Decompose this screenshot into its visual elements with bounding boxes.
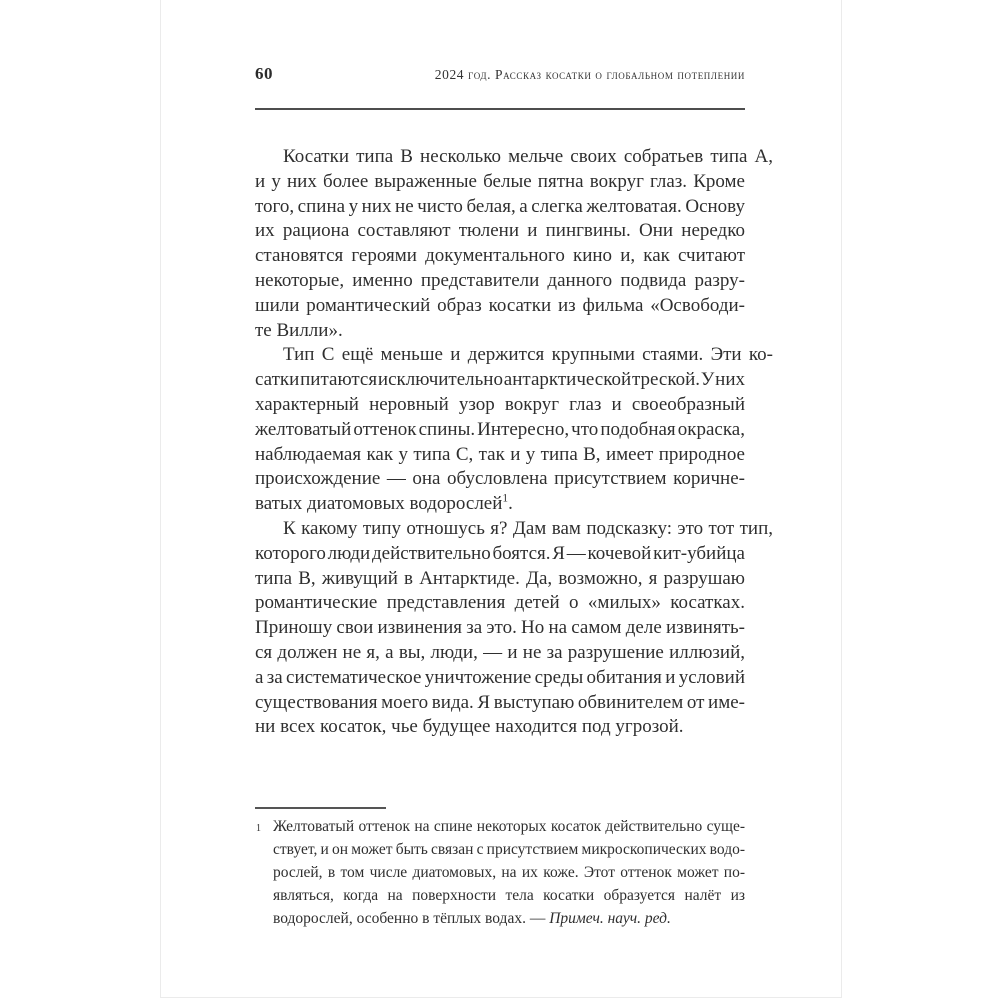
page-number: 60 <box>255 64 273 83</box>
footnote-marker: 1 <box>256 823 261 834</box>
text-line: ни всех косаток, чье будущее находится под угрозой. <box>255 716 684 738</box>
text-line: являться, когда на поверхности тела косатки образуется налёт из <box>273 887 745 904</box>
text-line: рослей, в том числе диатомовых, на их коже. Этот оттенок может по- <box>273 864 745 881</box>
text-line: некоторые, именно представители данного подвида разру- <box>255 269 745 291</box>
running-head: 2024 год. Рассказ косатки о глобальном потеплении <box>434 67 745 82</box>
book-page <box>160 0 842 998</box>
text-line: Тип C ещё меньше и держится крупными стаями. Эти ко- <box>283 344 773 366</box>
footnote <box>256 815 745 930</box>
text-line: те Вилли». <box>255 319 343 341</box>
text-line: становятся героями документального кино и, как считают <box>255 245 745 267</box>
paragraph <box>255 343 773 517</box>
header-rule <box>255 108 745 110</box>
paragraph <box>255 145 773 343</box>
body-text <box>255 145 773 740</box>
text-line: ствует, и он может быть связан с присутствием микроскопических водо- <box>273 841 745 858</box>
text-line: наблюдаемая как у типа C, так и у типа B, имеет природное <box>255 443 745 465</box>
text-line: Косатки типа B несколько мельче своих собратьев типа A, <box>283 146 773 167</box>
text-line: характерный неровный узор вокруг глаз и своеобразный <box>255 393 745 415</box>
text-line: К какому типу отношусь я? Дам вам подсказку: это тот тип, <box>283 517 773 539</box>
text-line: желтоватый оттенок спины. Интересно, что подобная окраска, <box>255 418 745 440</box>
footnote-rule <box>255 807 386 809</box>
text-line: сатки питаются исключительно антарктической треской. У них <box>255 369 745 391</box>
text-line: существования моего вида. Я выступаю обвинителем от име- <box>255 691 745 713</box>
text-line: того, спина у них не чисто белая, а слегка желтоватая. Основу <box>255 195 745 217</box>
text-line: романтические представления детей о «милых» косатках. <box>255 592 745 614</box>
text-line: и у них более выраженные белые пятна вокруг глаз. Кроме <box>255 170 745 192</box>
text-line: их рациона составляют тюлени и пингвины. Они нередко <box>255 220 745 242</box>
text-line: Приношу свои извинения за это. Но на самом деле извинять- <box>255 617 745 639</box>
text-line: которого люди действительно боятся. Я — кочевой кит-убийца <box>255 542 745 564</box>
text-line: ся должен не я, а вы, люди, — и не за разрушение иллюзий, <box>255 641 745 663</box>
text-line: водорослей, особенно в тёплых водах. — Примеч. науч. ред. <box>273 910 671 927</box>
text-line: Желтоватый оттенок на спине некоторых косаток действительно суще- <box>273 818 745 835</box>
paragraph <box>255 517 773 740</box>
text-line: типа B, живущий в Антарктиде. Да, возможно, я разрушаю <box>255 567 745 589</box>
footnote-text <box>273 815 745 930</box>
text-line: происхождение — она обусловлена присутствием коричне- <box>255 468 745 490</box>
text-line: а за систематическое уничтожение среды обитания и условий <box>255 666 745 688</box>
text-line: шили романтический образ косатки из фильма «Освободи- <box>255 294 745 316</box>
page-content <box>255 0 773 997</box>
text-line: ватых диатомовых водорослей$^1$. <box>255 492 513 515</box>
